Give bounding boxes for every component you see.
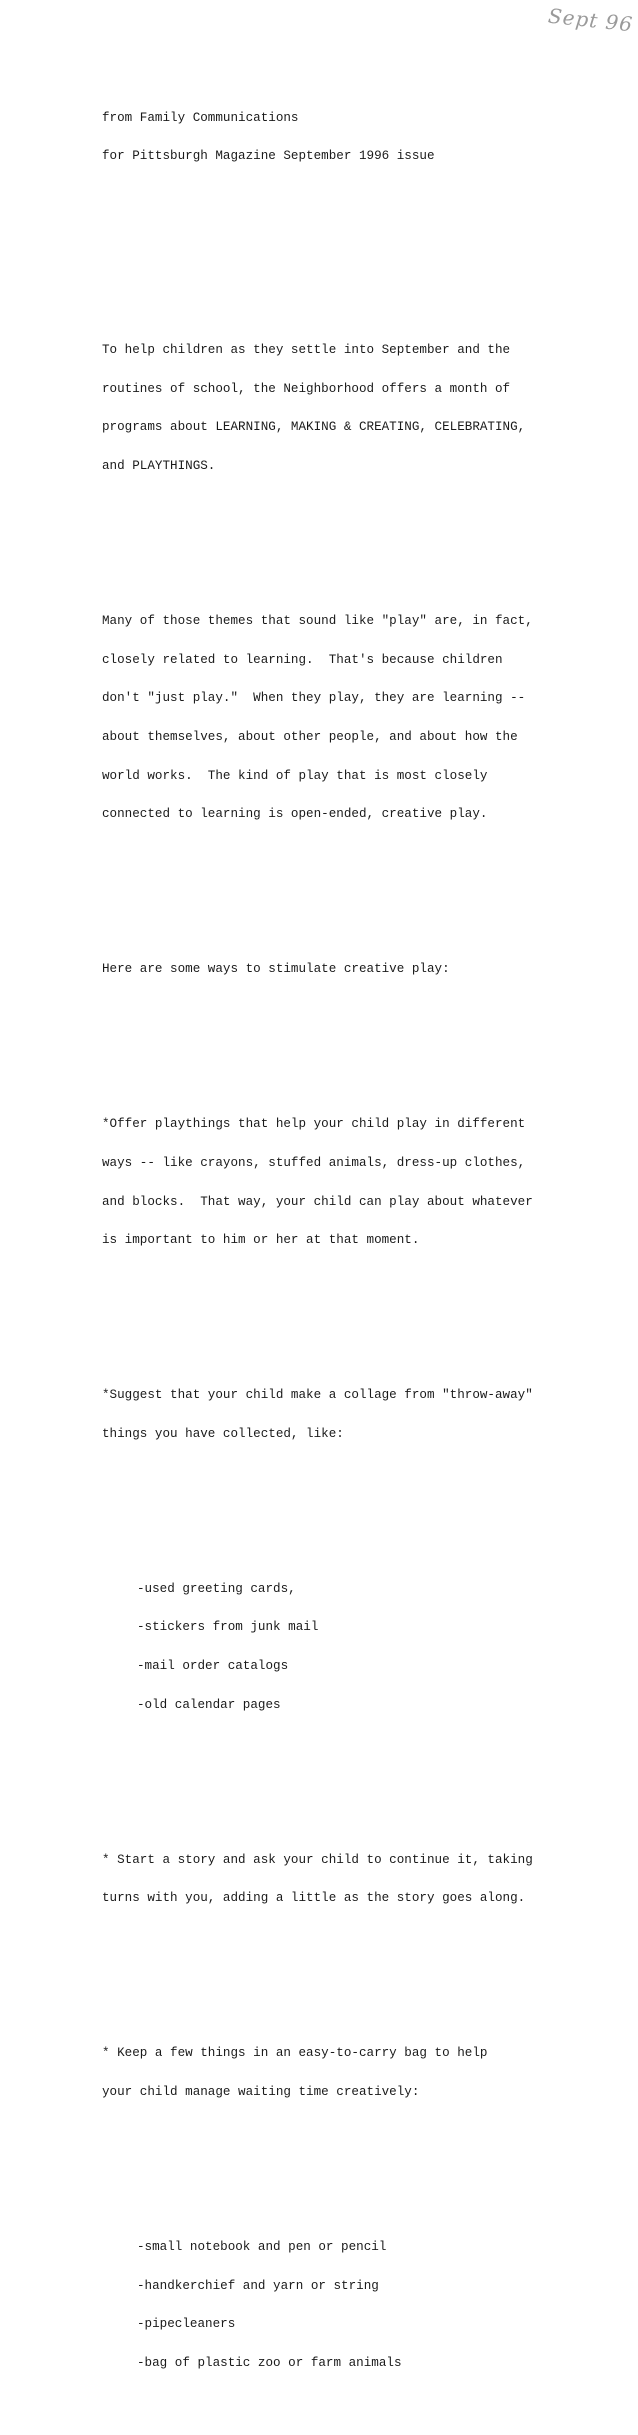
paragraph-line: connected to learning is open-ended, creative play. <box>102 807 488 822</box>
paragraph-line: your child manage waiting time creatively: <box>102 2085 420 2100</box>
list-item: -used greeting cards, <box>137 1581 296 1596</box>
bag-list <box>102 2215 622 2396</box>
paragraph-play <box>102 589 622 847</box>
paragraph-line: Many of those themes that sound like "play" are, in fact, <box>102 613 533 628</box>
paragraph-line: and PLAYTHINGS. <box>102 458 216 473</box>
paragraph-intro <box>102 318 622 499</box>
paragraph-line: *Offer playthings that help your child play in different <box>102 1117 526 1132</box>
handwritten-date-note: Sept 96 <box>546 3 635 37</box>
paragraph-line: things you have collected, like: <box>102 1426 344 1441</box>
paragraph-line: about themselves, about other people, and about how the <box>102 729 518 744</box>
paragraph-story <box>102 1828 622 1931</box>
list-item: -handkerchief and yarn or string <box>137 2278 379 2293</box>
list-item: -pipecleaners <box>137 2317 236 2332</box>
paragraph-line: routines of school, the Neighborhood offers a month of <box>102 381 511 396</box>
paragraph-line: ways -- like crayons, stuffed animals, dress-up clothes, <box>102 1155 526 1170</box>
paragraph-line: world works. The kind of play that is most closely <box>102 768 488 783</box>
paragraph-collage <box>102 1363 622 1466</box>
paragraph-bag <box>102 2022 622 2125</box>
paragraph-ways <box>102 937 622 1002</box>
paragraph-line: and blocks. That way, your child can play about whatever <box>102 1194 533 1209</box>
paragraph-line: is important to him or her at that moment. <box>102 1233 420 1248</box>
paragraph-line: * Start a story and ask your child to continue it, taking <box>102 1852 533 1867</box>
paragraph-line: closely related to learning. That's because children <box>102 652 503 667</box>
list-item: -mail order catalogs <box>137 1659 289 1674</box>
paragraph-line: programs about LEARNING, MAKING & CREATING, CELEBRATING, <box>102 420 526 435</box>
header-line: for Pittsburgh Magazine September 1996 issue <box>102 149 435 164</box>
list-item: -old calendar pages <box>137 1697 281 1712</box>
list-item: -stickers from junk mail <box>137 1620 319 1635</box>
header-block <box>102 86 622 189</box>
collage-list <box>102 1557 622 1738</box>
list-item: -bag of plastic zoo or farm animals <box>137 2356 402 2371</box>
paragraph-line: turns with you, adding a little as the story goes along. <box>102 1891 526 1906</box>
list-item: -small notebook and pen or pencil <box>137 2239 387 2254</box>
paragraph-offer <box>102 1092 622 1273</box>
document-body <box>102 47 622 2435</box>
paragraph-line: * Keep a few things in an easy-to-carry bag to help <box>102 2046 488 2061</box>
paragraph-line: Here are some ways to stimulate creative play: <box>102 962 450 977</box>
paragraph-line: To help children as they settle into September and the <box>102 342 511 357</box>
paragraph-line: *Suggest that your child make a collage from "throw-away" <box>102 1388 533 1403</box>
header-line: from Family Communications <box>102 110 299 125</box>
paragraph-line: don't "just play." When they play, they are learning -- <box>102 691 526 706</box>
